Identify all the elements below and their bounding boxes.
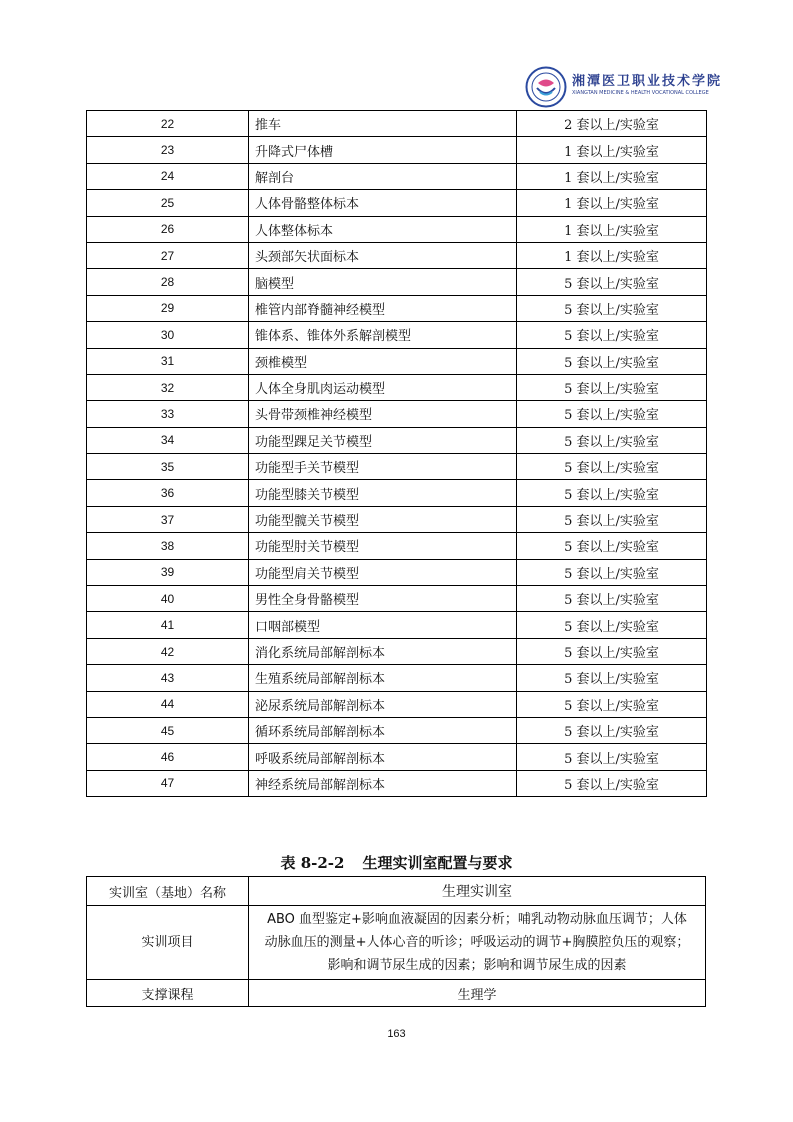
table-row	[87, 295, 707, 321]
row-number: 23	[87, 137, 249, 163]
projects-line: 影响和调节尿生成的因素；影响和调节尿生成的因素	[327, 958, 627, 973]
table-row	[87, 691, 707, 717]
item-name: 功能型肘关节模型	[249, 533, 517, 559]
item-quantity: 5 套以上/实验室	[517, 480, 707, 506]
item-quantity: 1 套以上/实验室	[517, 190, 707, 216]
row-number: 47	[87, 770, 249, 796]
item-quantity: 5 套以上/实验室	[517, 533, 707, 559]
row-number: 42	[87, 638, 249, 664]
item-quantity: 5 套以上/实验室	[517, 454, 707, 480]
table-row	[87, 190, 707, 216]
page-number: 163	[387, 1028, 406, 1040]
table-row	[87, 559, 707, 585]
row-number: 25	[87, 190, 249, 216]
item-quantity: 5 套以上/实验室	[517, 665, 707, 691]
projects-value	[249, 906, 706, 980]
item-name: 生殖系统局部解剖标本	[249, 665, 517, 691]
item-quantity: 5 套以上/实验室	[517, 717, 707, 743]
table-row	[87, 980, 706, 1007]
row-number: 43	[87, 665, 249, 691]
item-quantity: 2 套以上/实验室	[517, 111, 707, 137]
course-label: 支撑课程	[87, 980, 249, 1007]
table-row	[87, 454, 707, 480]
table-row	[87, 111, 707, 137]
item-name: 男性全身骨骼模型	[249, 586, 517, 612]
item-quantity: 5 套以上/实验室	[517, 506, 707, 532]
table-row	[87, 586, 707, 612]
table-row	[87, 374, 707, 400]
item-name: 功能型手关节模型	[249, 454, 517, 480]
college-logo	[525, 66, 723, 108]
row-number: 46	[87, 744, 249, 770]
item-name: 功能型踝足关节模型	[249, 427, 517, 453]
table-row	[87, 427, 707, 453]
table-row	[87, 770, 707, 796]
item-name: 升降式尸体槽	[249, 137, 517, 163]
table-row	[87, 612, 707, 638]
item-quantity: 5 套以上/实验室	[517, 586, 707, 612]
table-row	[87, 717, 707, 743]
item-quantity: 5 套以上/实验室	[517, 401, 707, 427]
table-row	[87, 638, 707, 664]
row-number: 24	[87, 163, 249, 189]
college-name-en: XIANGTAN MEDICINE & HEALTH VOCATIONAL COLLEGE	[572, 90, 709, 96]
item-name: 人体骨骼整体标本	[249, 190, 517, 216]
item-name: 头颈部矢状面标本	[249, 242, 517, 268]
table-row	[87, 480, 707, 506]
item-name: 泌尿系统局部解剖标本	[249, 691, 517, 717]
projects-label: 实训项目	[87, 906, 249, 980]
table-row	[87, 533, 707, 559]
table-row	[87, 744, 707, 770]
table-row	[87, 506, 707, 532]
item-quantity: 5 套以上/实验室	[517, 427, 707, 453]
item-quantity: 1 套以上/实验室	[517, 137, 707, 163]
row-number: 27	[87, 242, 249, 268]
row-number: 41	[87, 612, 249, 638]
table-caption-title: 生理实训室配置与要求	[362, 854, 513, 872]
table-row	[87, 906, 706, 980]
row-number: 37	[87, 506, 249, 532]
row-number: 33	[87, 401, 249, 427]
row-number: 30	[87, 322, 249, 348]
course-value: 生理学	[249, 980, 706, 1007]
item-name: 功能型肩关节模型	[249, 559, 517, 585]
item-name: 循环系统局部解剖标本	[249, 717, 517, 743]
row-number: 26	[87, 216, 249, 242]
row-number: 28	[87, 269, 249, 295]
room-label: 实训室（基地）名称	[87, 877, 249, 906]
item-name: 人体全身肌肉运动模型	[249, 374, 517, 400]
item-quantity: 1 套以上/实验室	[517, 163, 707, 189]
requirements-table	[86, 876, 706, 1007]
item-name: 人体整体标本	[249, 216, 517, 242]
row-number: 44	[87, 691, 249, 717]
college-name-cn: 湘潭医卫职业技术学院	[572, 74, 723, 89]
projects-line: ABO 血型鉴定+影响血液凝固的因素分析；哺乳动物动脉血压调节；人体	[267, 912, 687, 927]
table-row	[87, 665, 707, 691]
table-row	[87, 137, 707, 163]
row-number: 40	[87, 586, 249, 612]
row-number: 29	[87, 295, 249, 321]
row-number: 31	[87, 348, 249, 374]
table-caption	[0, 852, 793, 873]
item-name: 脑模型	[249, 269, 517, 295]
item-name: 消化系统局部解剖标本	[249, 638, 517, 664]
item-quantity: 5 套以上/实验室	[517, 559, 707, 585]
item-quantity: 5 套以上/实验室	[517, 638, 707, 664]
row-number: 36	[87, 480, 249, 506]
row-number: 34	[87, 427, 249, 453]
item-quantity: 5 套以上/实验室	[517, 744, 707, 770]
row-number: 38	[87, 533, 249, 559]
row-number: 22	[87, 111, 249, 137]
projects-line: 动脉血压的测量+人体心音的听诊；呼吸运动的调节+胸膜腔负压的观察；	[264, 935, 690, 950]
item-quantity: 5 套以上/实验室	[517, 691, 707, 717]
table-caption-number: 表 8-2-2	[280, 854, 345, 872]
item-name: 神经系统局部解剖标本	[249, 770, 517, 796]
table-row	[87, 269, 707, 295]
table-row	[87, 163, 707, 189]
row-number: 35	[87, 454, 249, 480]
row-number: 32	[87, 374, 249, 400]
item-quantity: 5 套以上/实验室	[517, 348, 707, 374]
equipment-table	[86, 110, 707, 797]
item-quantity: 1 套以上/实验室	[517, 242, 707, 268]
table-row	[87, 877, 706, 906]
item-name: 口咽部模型	[249, 612, 517, 638]
item-name: 椎管内部脊髓神经模型	[249, 295, 517, 321]
item-name: 头骨带颈椎神经模型	[249, 401, 517, 427]
table-row	[87, 242, 707, 268]
item-quantity: 1 套以上/实验室	[517, 216, 707, 242]
item-name: 呼吸系统局部解剖标本	[249, 744, 517, 770]
item-name: 颈椎模型	[249, 348, 517, 374]
college-seal-icon	[525, 66, 567, 108]
table-row	[87, 401, 707, 427]
table-row	[87, 348, 707, 374]
row-number: 45	[87, 717, 249, 743]
item-quantity: 5 套以上/实验室	[517, 269, 707, 295]
item-quantity: 5 套以上/实验室	[517, 612, 707, 638]
room-value: 生理实训室	[249, 877, 706, 906]
item-name: 功能型膝关节模型	[249, 480, 517, 506]
row-number: 39	[87, 559, 249, 585]
item-quantity: 5 套以上/实验室	[517, 295, 707, 321]
item-name: 推车	[249, 111, 517, 137]
item-quantity: 5 套以上/实验室	[517, 322, 707, 348]
item-name: 锥体系、锥体外系解剖模型	[249, 322, 517, 348]
item-name: 解剖台	[249, 163, 517, 189]
table-row	[87, 216, 707, 242]
item-quantity: 5 套以上/实验室	[517, 374, 707, 400]
table-row	[87, 322, 707, 348]
item-name: 功能型髋关节模型	[249, 506, 517, 532]
item-quantity: 5 套以上/实验室	[517, 770, 707, 796]
